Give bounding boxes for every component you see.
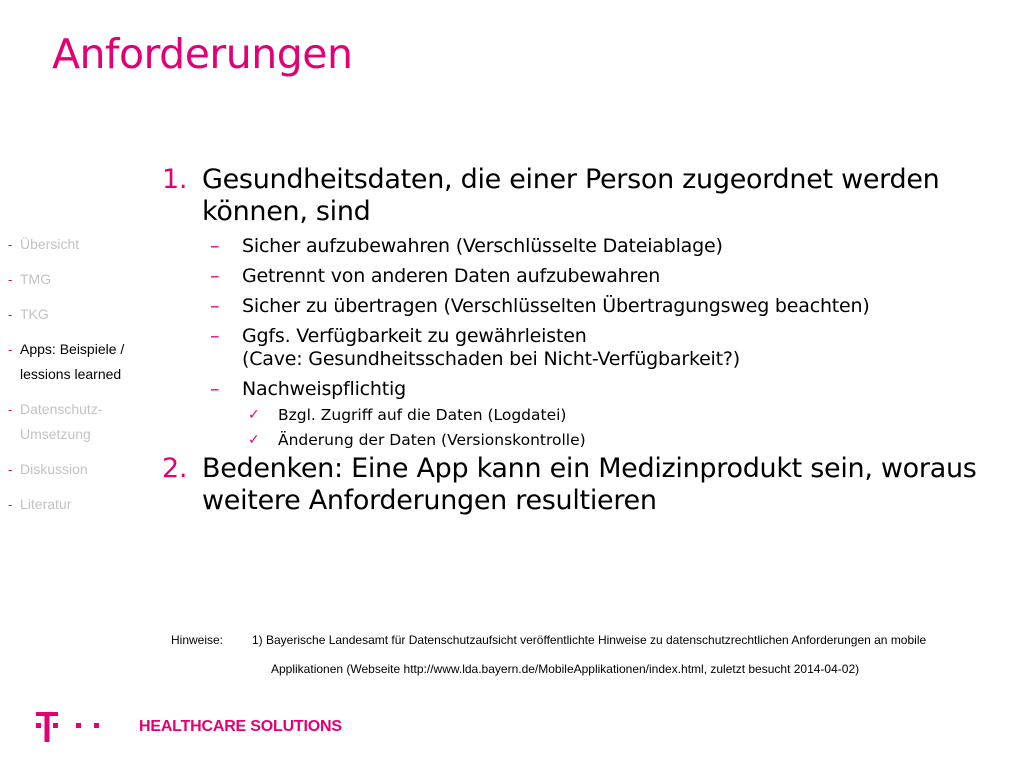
footnote-label: Hinweise: <box>171 633 224 647</box>
bullet-dash: - <box>8 307 13 322</box>
sublist-item-text: Sicher aufzubewahren (Verschlüsselte Dateiablage) <box>242 235 723 257</box>
bullet-dash: - <box>8 402 13 417</box>
telekom-t-logo-icon <box>34 710 104 744</box>
sublist-item-text-line2: (Cave: Gesundheitsschaden bei Nicht-Verfügbarkeit?) <box>242 348 740 370</box>
sidebar-item-label: TMG <box>20 271 52 287</box>
sublist-item <box>162 235 1012 258</box>
sidebar-item-uebersicht[interactable] <box>8 232 158 257</box>
sublist-item <box>162 265 1012 288</box>
dash-bullet-icon: – <box>210 378 220 400</box>
brand-label: HEALTHCARE SOLUTIONS <box>139 718 342 735</box>
sublist-item-text: Getrennt von anderen Daten aufzubewahren <box>242 265 661 287</box>
check-item-text: Bzgl. Zugriff auf die Daten (Logdatei) <box>278 406 567 424</box>
page-title: Anforderungen <box>52 30 353 78</box>
check-item <box>162 404 1012 426</box>
sublist-item <box>162 325 1012 371</box>
check-item <box>162 429 1012 451</box>
bullet-dash: - <box>8 497 13 512</box>
list-item-text: Bedenken: Eine App kann ein Medizinprodukt sein, woraus weitere Anforderungen resultieren <box>202 453 977 516</box>
list-item-text: Gesundheitsdaten, die einer Person zugeordnet werden können, sind <box>202 164 940 227</box>
sublist-item <box>162 378 1012 401</box>
footnote-text-line1: 1) Bayerische Landesamt für Datenschutzaufsicht veröffentlichte Hinweise zu datenschutzrechtlichen Anforderungen an mobile <box>252 633 927 647</box>
list-item <box>162 164 1012 228</box>
checkmark-icon: ✓ <box>248 407 260 423</box>
footnote-text-line2: Applikationen (Webseite http://www.lda.bayern.de/MobileApplikationen/index.html, zuletzt besucht 2014-04-02) <box>271 662 860 676</box>
checkmark-icon: ✓ <box>248 432 260 448</box>
list-item <box>162 453 1012 517</box>
sidebar-item-diskussion[interactable] <box>8 457 158 482</box>
sidebar-item-literatur[interactable] <box>8 492 158 517</box>
sidebar-item-label: Übersicht <box>20 236 80 252</box>
sublist-item-text: Sicher zu übertragen (Verschlüsselten Übertragungsweg beachten) <box>242 295 870 317</box>
sublist <box>162 235 1012 451</box>
list-number: 2. <box>162 453 188 484</box>
sublist-item-text: Ggfs. Verfügbarkeit zu gewährleisten <box>242 325 587 347</box>
sidebar-item-label: Diskussion <box>20 461 88 477</box>
bullet-dash: - <box>8 237 13 252</box>
bullet-dash: - <box>8 462 13 477</box>
dash-bullet-icon: – <box>210 325 220 347</box>
sublist-item <box>162 295 1012 318</box>
content-list <box>162 164 1012 517</box>
sidebar-item-tkg[interactable] <box>8 302 158 327</box>
sidebar-item-tmg[interactable] <box>8 267 158 292</box>
sidebar-item-apps[interactable] <box>8 337 158 387</box>
sidebar-item-label: Literatur <box>20 496 72 512</box>
bullet-dash: - <box>8 342 13 357</box>
sidebar-nav <box>8 232 158 527</box>
bullet-dash: - <box>8 272 13 287</box>
sidebar-item-label: TKG <box>20 306 49 322</box>
sublist-item-text: Nachweispflichtig <box>242 378 406 400</box>
check-item-text: Änderung der Daten (Versionskontrolle) <box>278 431 586 449</box>
dash-bullet-icon: – <box>210 265 220 287</box>
sidebar-item-datenschutz[interactable] <box>8 397 158 447</box>
sidebar-item-label: Datenschutz-Umsetzung <box>20 401 103 442</box>
dash-bullet-icon: – <box>210 295 220 317</box>
dash-bullet-icon: – <box>210 235 220 257</box>
sidebar-item-label: Apps: Beispiele / lessions learned <box>20 341 125 382</box>
list-number: 1. <box>162 164 188 195</box>
